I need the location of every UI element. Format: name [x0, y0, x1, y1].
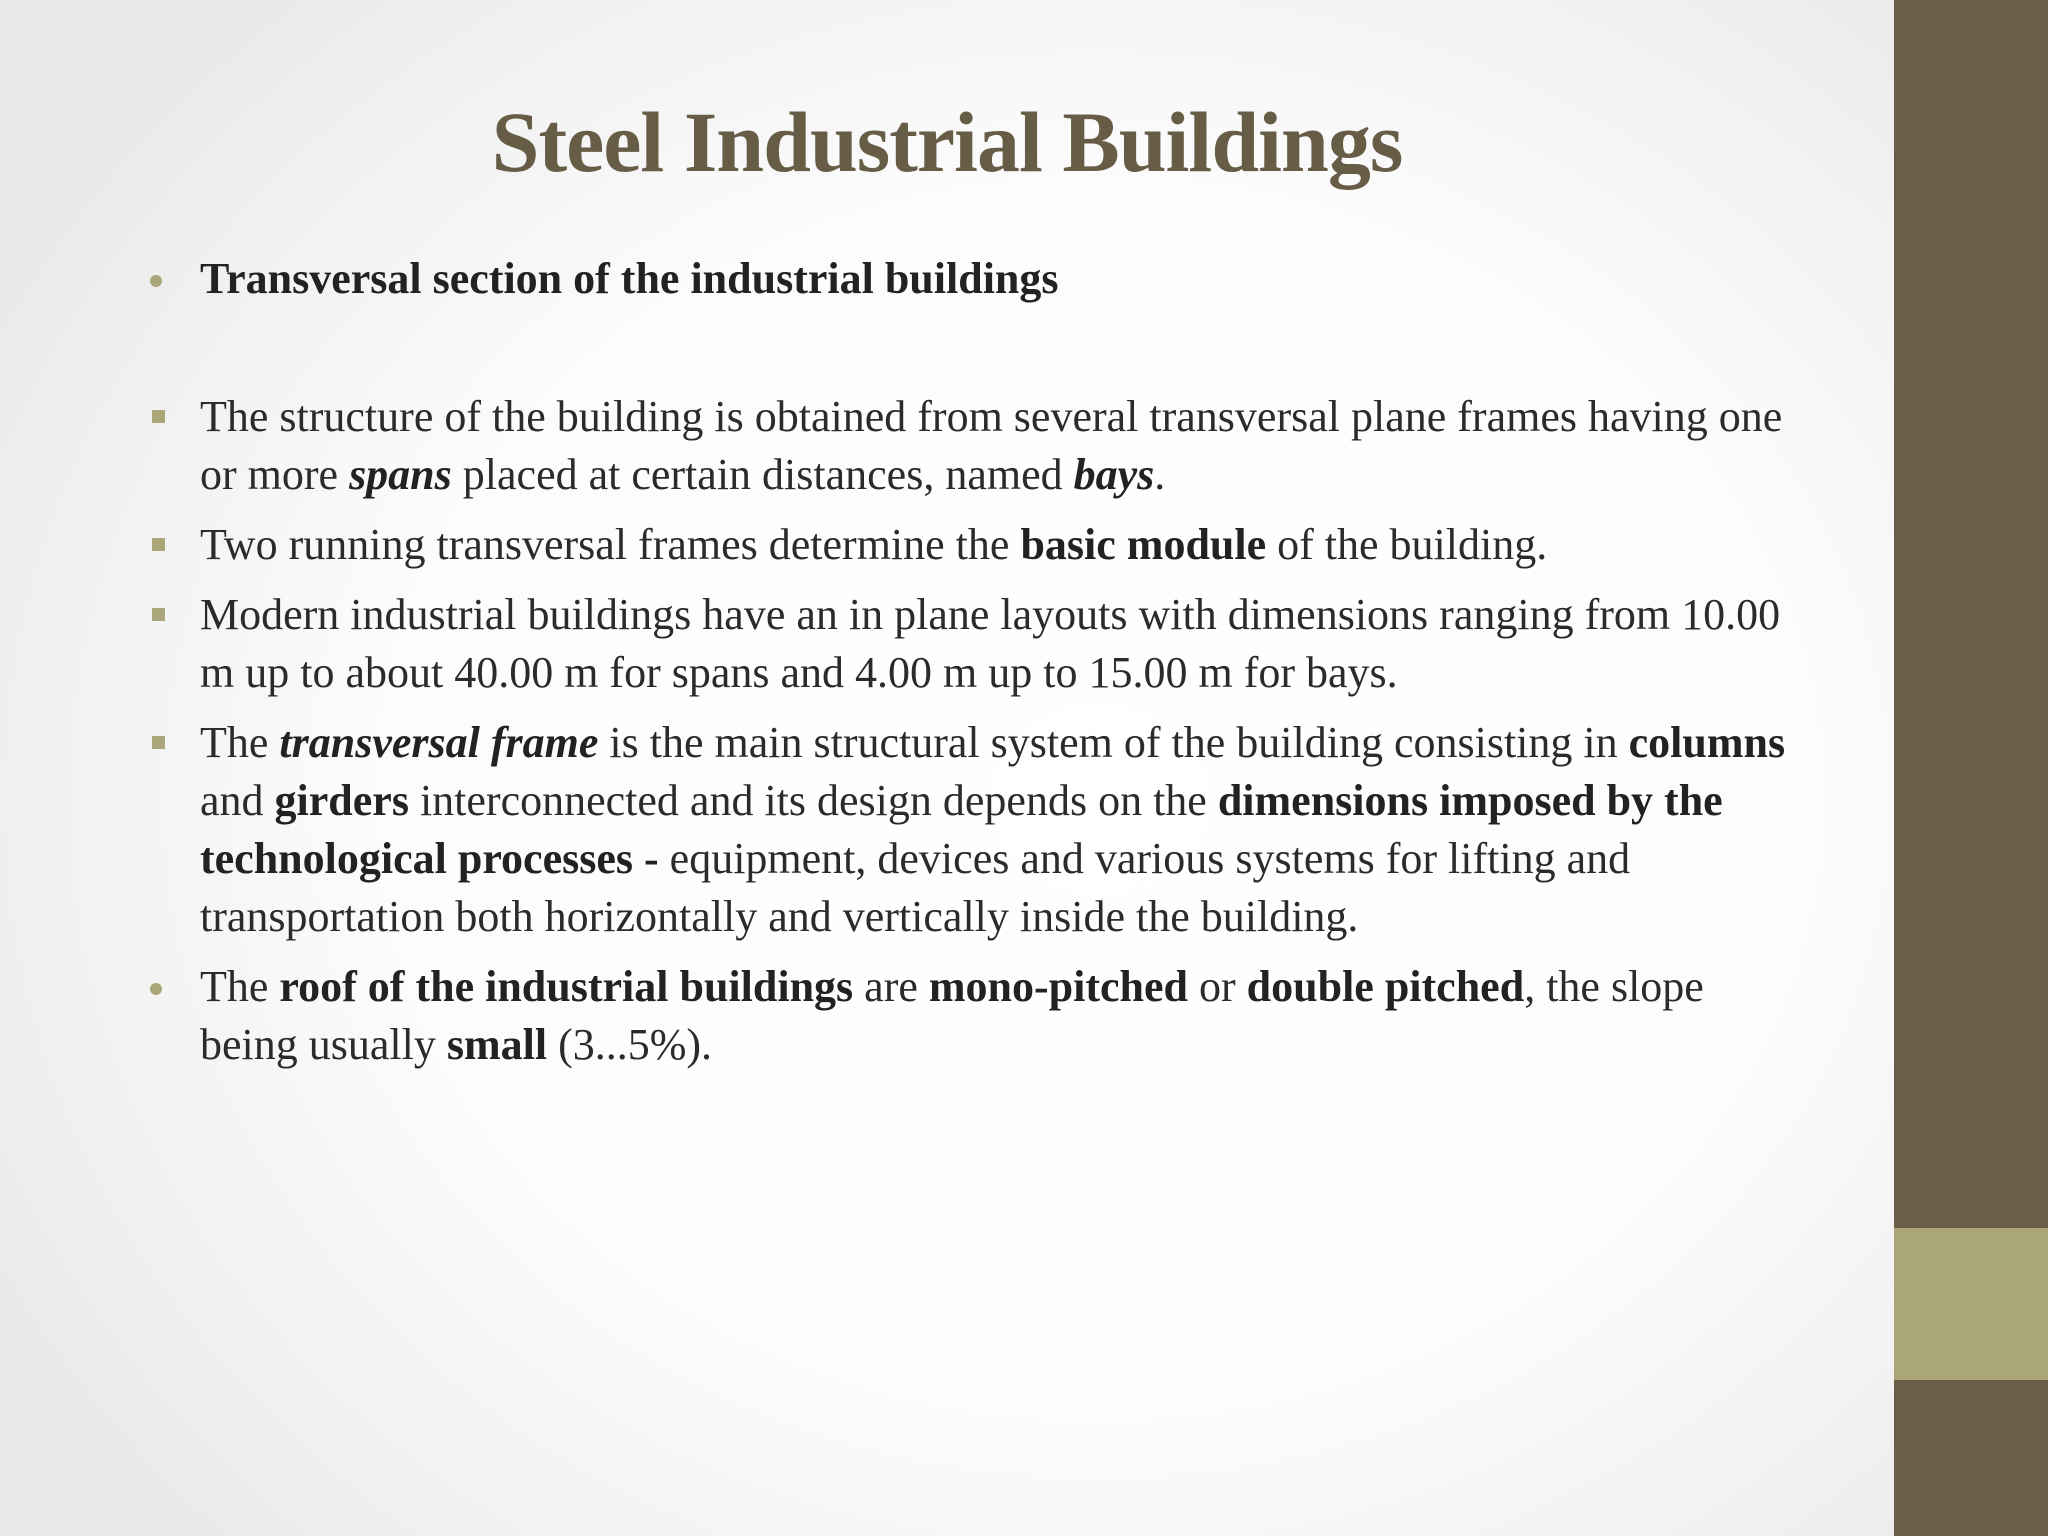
item-text: The structure of the building is obtained from several transversal plane frames having one or more: [200, 392, 1783, 499]
item-text: is the main structural system of the building consisting in: [598, 718, 1629, 767]
list-item: [150, 586, 1790, 702]
item-emphasis: transversal frame: [279, 718, 599, 767]
item-text: The: [200, 962, 280, 1011]
list-item: [150, 388, 1790, 504]
item-emphasis: double pitched: [1246, 962, 1525, 1011]
item-emphasis: mono-pitched: [928, 962, 1189, 1011]
item-text: (3...5%).: [547, 1020, 713, 1069]
list-item: [150, 516, 1790, 574]
bullet-dot-icon: [150, 275, 162, 287]
item-emphasis: dimensions imposed by the technological processes -: [200, 776, 1723, 883]
list-item: [150, 958, 1790, 1074]
item-text: or: [1188, 962, 1247, 1011]
decorative-sidebar: [1894, 0, 2048, 1536]
item-text: The: [200, 718, 280, 767]
item-emphasis: girders: [274, 776, 409, 825]
item-emphasis: bays: [1073, 450, 1155, 499]
item-text: Modern industrial buildings have an in plane layouts with dimensions ranging from 10.00 m up to about 40.00 m for spans and 4.00 m up to 15.00 m for bays.: [200, 590, 1781, 697]
bullet-square-icon: [152, 608, 165, 621]
item-emphasis: columns: [1628, 718, 1786, 767]
list-item: [150, 714, 1790, 946]
item-emphasis: small: [446, 1020, 548, 1069]
item-text: of the building.: [1266, 520, 1548, 569]
sidebar-accent-band: [1894, 1228, 2048, 1380]
item-emphasis: spans: [349, 450, 452, 499]
item-heading: Transversal section of the industrial buildings: [200, 254, 1059, 303]
bullet-square-icon: [152, 538, 165, 551]
item-text: are: [853, 962, 929, 1011]
item-text: .: [1154, 450, 1166, 499]
slide-title: Steel Industrial Buildings: [491, 94, 1403, 190]
list-item: [150, 250, 1790, 308]
slide-content: [150, 250, 1790, 1086]
item-emphasis: basic module: [1020, 520, 1267, 569]
bullet-dot-icon: [150, 983, 162, 995]
item-text: Two running transversal frames determine the: [200, 520, 1021, 569]
item-text: equipment, devices and various systems for lifting and transportation both horizontally and vertically inside the building.: [200, 834, 1631, 941]
bullet-square-icon: [152, 410, 165, 423]
item-emphasis: roof of the industrial buildings: [279, 962, 854, 1011]
item-text: , the slope being usually: [200, 962, 1704, 1069]
item-text: placed at certain distances, named: [451, 450, 1074, 499]
bullet-square-icon: [152, 736, 165, 749]
item-text: and: [200, 776, 275, 825]
item-text: interconnected and its design depends on the: [408, 776, 1218, 825]
